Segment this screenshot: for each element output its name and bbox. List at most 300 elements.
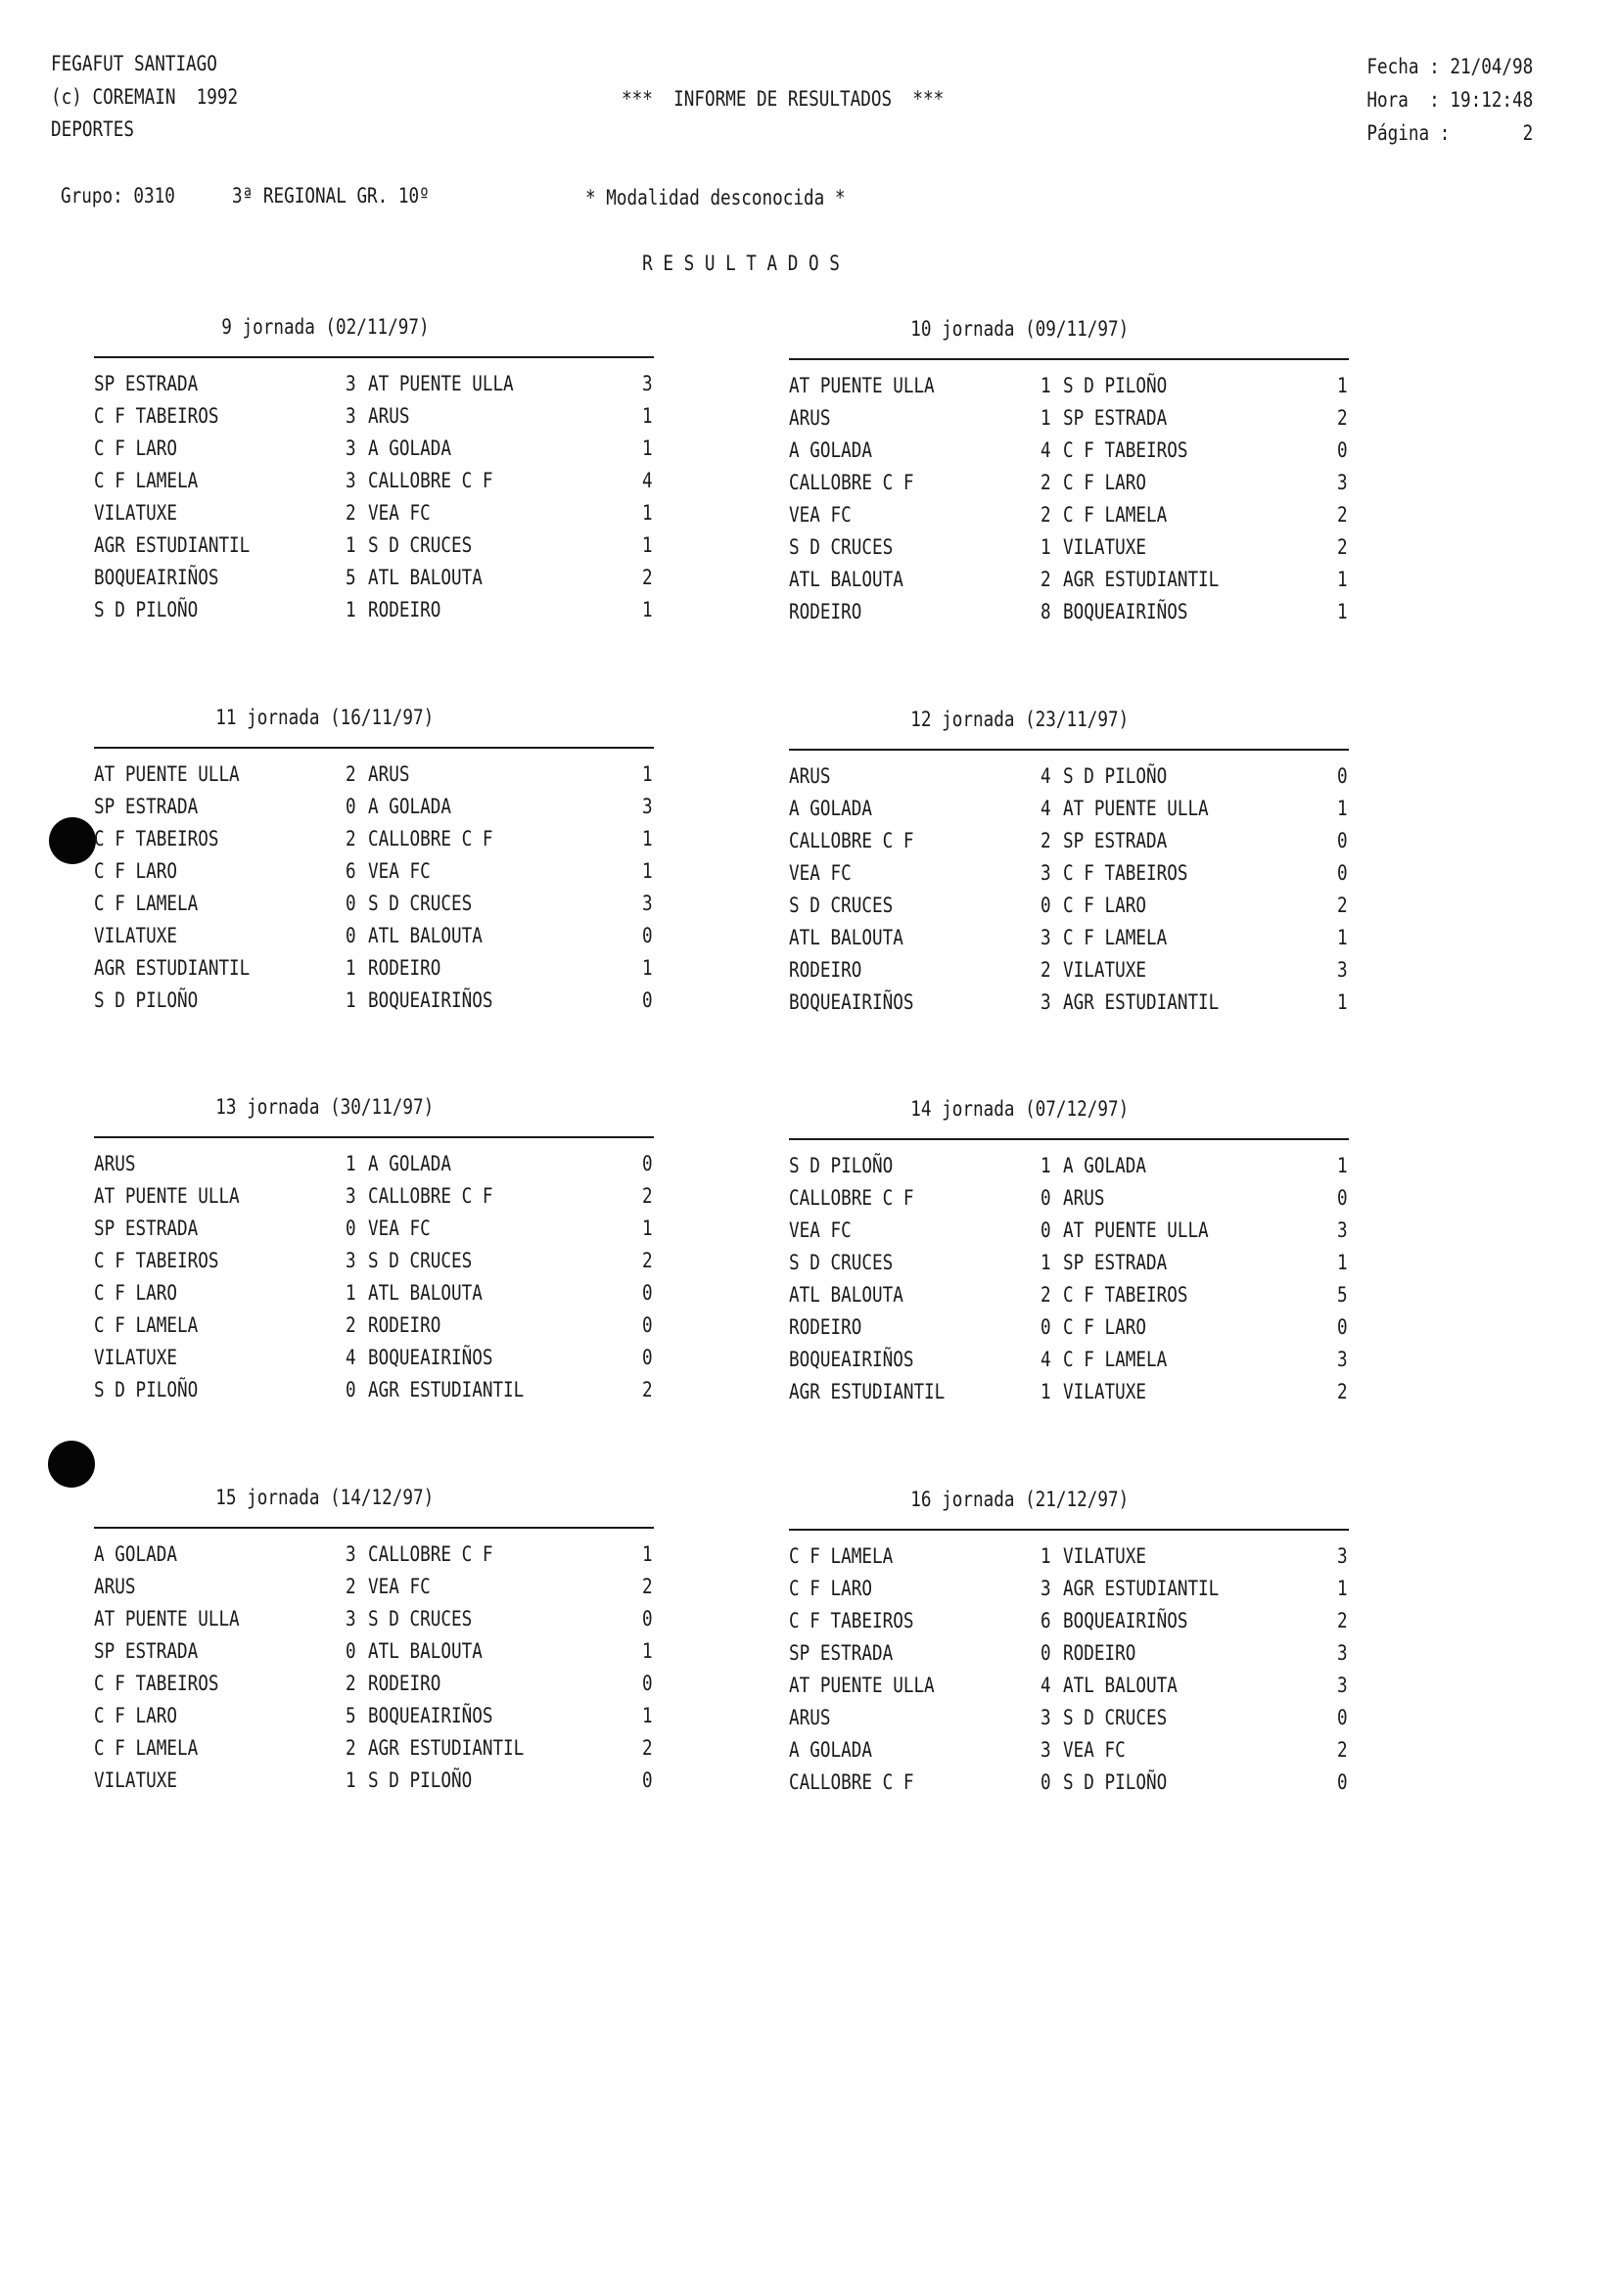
- match-row: [94, 535, 681, 568]
- match-row: [94, 1544, 681, 1577]
- away-team: BOQUEAIRIÑOS: [368, 988, 493, 1012]
- home-score: 3: [1041, 861, 1051, 885]
- jornada-title-text: 14 jornada (07/12/97): [910, 1097, 1130, 1121]
- jornada-title: [789, 1099, 1251, 1120]
- jornada-title: [94, 1097, 556, 1118]
- away-score: 0: [1337, 1706, 1348, 1729]
- away-team: RODEIRO: [368, 598, 441, 621]
- home-score: 3: [346, 372, 356, 395]
- away-team: SP ESTRADA: [1063, 829, 1168, 852]
- home-score: 1: [1041, 1251, 1051, 1274]
- match-list: [94, 1544, 681, 1803]
- away-score: 2: [1337, 1380, 1348, 1403]
- match-row: [789, 1676, 1376, 1708]
- match-row: [789, 1350, 1376, 1382]
- match-row: [789, 376, 1376, 408]
- home-score: 6: [346, 859, 356, 883]
- match-row: [789, 1285, 1376, 1317]
- away-team: ATL BALOUTA: [368, 924, 483, 947]
- punch-hole-lower: [48, 1441, 95, 1488]
- away-team: AGR ESTUDIANTIL: [1063, 568, 1220, 591]
- match-row: [94, 958, 681, 990]
- match-row: [789, 1643, 1376, 1676]
- modality-note: * Modalidad desconocida *: [585, 186, 846, 209]
- home-score: 3: [346, 469, 356, 492]
- home-team: C F LARO: [94, 436, 177, 460]
- away-score: 2: [1337, 535, 1348, 559]
- away-team: VILATUXE: [1063, 958, 1146, 982]
- home-team: C F LARO: [94, 1281, 177, 1305]
- home-score: 2: [346, 1575, 356, 1598]
- home-team: AT PUENTE ULLA: [94, 1184, 240, 1208]
- org-line-1: FEGAFUT SANTIAGO: [51, 52, 217, 75]
- home-score: 0: [346, 1639, 356, 1663]
- home-team: CALLOBRE C F: [789, 829, 914, 852]
- home-team: ARUS: [789, 764, 831, 788]
- away-score: 3: [1337, 958, 1348, 982]
- away-score: 1: [642, 762, 653, 786]
- home-score: 2: [1041, 568, 1051, 591]
- match-row: [94, 1738, 681, 1770]
- home-score: 3: [346, 1184, 356, 1208]
- home-team: S D CRUCES: [789, 535, 894, 559]
- away-score: 1: [1337, 1577, 1348, 1600]
- match-row: [789, 1253, 1376, 1285]
- away-team: S D CRUCES: [368, 533, 473, 557]
- away-team: C F LAMELA: [1063, 503, 1168, 527]
- home-score: 3: [1041, 990, 1051, 1014]
- jornada-title: [789, 1490, 1251, 1510]
- home-score: 2: [1041, 1283, 1051, 1307]
- home-score: 4: [346, 1346, 356, 1369]
- away-team: A GOLADA: [368, 795, 451, 818]
- home-team: C F LAMELA: [789, 1544, 894, 1568]
- home-team: SP ESTRADA: [94, 1217, 199, 1240]
- home-team: S D PILOÑO: [94, 988, 199, 1012]
- home-team: BOQUEAIRIÑOS: [94, 566, 219, 589]
- home-team: CALLOBRE C F: [789, 1186, 914, 1210]
- jornada-rule: [789, 1138, 1349, 1140]
- away-score: 3: [1337, 1218, 1348, 1242]
- home-score: 2: [1041, 471, 1051, 494]
- report-title: *** INFORME DE RESULTADOS ***: [622, 87, 945, 111]
- match-row: [94, 829, 681, 861]
- home-score: 2: [346, 1672, 356, 1695]
- away-team: A GOLADA: [368, 1152, 451, 1175]
- jornada-rule: [94, 1136, 654, 1138]
- away-score: 2: [642, 566, 653, 589]
- date-field: Fecha : 21/04/98: [1366, 55, 1533, 78]
- away-score: 2: [642, 1575, 653, 1598]
- match-row: [94, 1283, 681, 1315]
- away-score: 0: [1337, 1770, 1348, 1794]
- home-score: 1: [1041, 535, 1051, 559]
- away-score: 1: [642, 827, 653, 850]
- section-title: R E S U L T A D O S: [642, 252, 840, 275]
- home-score: 0: [346, 892, 356, 915]
- away-team: AGR ESTUDIANTIL: [368, 1736, 525, 1760]
- match-row: [789, 408, 1376, 440]
- match-row: [94, 1770, 681, 1803]
- home-team: AT PUENTE ULLA: [789, 1674, 935, 1697]
- home-team: RODEIRO: [789, 958, 862, 982]
- jornada-rule: [789, 749, 1349, 751]
- away-team: ATL BALOUTA: [1063, 1674, 1178, 1697]
- home-score: 4: [1041, 764, 1051, 788]
- away-score: 1: [642, 859, 653, 883]
- match-row: [789, 1382, 1376, 1414]
- home-team: SP ESTRADA: [789, 1641, 894, 1665]
- home-score: 1: [1041, 1154, 1051, 1177]
- home-team: C F TABEIROS: [789, 1609, 914, 1632]
- home-score: 3: [1041, 1706, 1051, 1729]
- away-score: 2: [642, 1736, 653, 1760]
- home-team: C F TABEIROS: [94, 1672, 219, 1695]
- away-team: C F TABEIROS: [1063, 861, 1188, 885]
- home-score: 2: [346, 501, 356, 525]
- time-field: Hora : 19:12:48: [1366, 88, 1533, 112]
- home-score: 0: [1041, 1641, 1051, 1665]
- home-score: 2: [346, 1736, 356, 1760]
- home-score: 3: [1041, 926, 1051, 949]
- home-team: C F LAMELA: [94, 892, 199, 915]
- away-team: RODEIRO: [368, 956, 441, 980]
- home-score: 1: [1041, 1544, 1051, 1568]
- away-score: 1: [642, 1217, 653, 1240]
- away-team: C F LARO: [1063, 1315, 1146, 1339]
- home-score: 2: [1041, 503, 1051, 527]
- away-team: C F TABEIROS: [1063, 1283, 1188, 1307]
- away-score: 0: [642, 1152, 653, 1175]
- group-code: Grupo: 0310: [61, 184, 175, 207]
- home-score: 0: [1041, 1186, 1051, 1210]
- home-team: AGR ESTUDIANTIL: [94, 533, 251, 557]
- match-row: [94, 1674, 681, 1706]
- home-team: VEA FC: [789, 861, 852, 885]
- match-row: [789, 1156, 1376, 1188]
- away-team: AT PUENTE ULLA: [368, 372, 514, 395]
- home-team: VEA FC: [789, 503, 852, 527]
- home-score: 3: [346, 1249, 356, 1272]
- away-score: 3: [1337, 1674, 1348, 1697]
- away-score: 4: [642, 469, 653, 492]
- away-team: AGR ESTUDIANTIL: [368, 1378, 525, 1401]
- match-row: [94, 406, 681, 438]
- home-team: AT PUENTE ULLA: [94, 762, 240, 786]
- org-line-2: (c) COREMAIN 1992: [51, 85, 239, 109]
- away-score: 0: [642, 1313, 653, 1337]
- match-row: [94, 894, 681, 926]
- match-row: [94, 438, 681, 471]
- home-team: C F TABEIROS: [94, 827, 219, 850]
- match-row: [789, 992, 1376, 1025]
- home-score: 1: [346, 1152, 356, 1175]
- away-team: RODEIRO: [368, 1672, 441, 1695]
- away-score: 1: [642, 501, 653, 525]
- match-row: [94, 600, 681, 632]
- home-team: RODEIRO: [789, 600, 862, 623]
- home-team: ARUS: [789, 406, 831, 430]
- home-team: BOQUEAIRIÑOS: [789, 1348, 914, 1371]
- away-team: ARUS: [368, 762, 410, 786]
- away-team: ARUS: [368, 404, 410, 428]
- away-score: 1: [1337, 600, 1348, 623]
- away-team: S D PILOÑO: [1063, 374, 1168, 397]
- home-team: C F LAMELA: [94, 1736, 199, 1760]
- jornada-title-text: 15 jornada (14/12/97): [215, 1486, 435, 1509]
- away-team: RODEIRO: [1063, 1641, 1136, 1665]
- jornada-title-text: 13 jornada (30/11/97): [215, 1095, 435, 1119]
- home-team: A GOLADA: [789, 797, 872, 820]
- away-score: 1: [1337, 1251, 1348, 1274]
- home-team: C F LARO: [789, 1577, 872, 1600]
- home-team: ARUS: [789, 1706, 831, 1729]
- away-team: AGR ESTUDIANTIL: [1063, 1577, 1220, 1600]
- away-score: 2: [1337, 406, 1348, 430]
- home-score: 1: [1041, 406, 1051, 430]
- match-row: [789, 1740, 1376, 1772]
- home-score: 4: [1041, 797, 1051, 820]
- home-score: 0: [1041, 1218, 1051, 1242]
- home-score: 1: [346, 598, 356, 621]
- home-team: C F LAMELA: [94, 1313, 199, 1337]
- home-team: AGR ESTUDIANTIL: [789, 1380, 946, 1403]
- home-team: SP ESTRADA: [94, 1639, 199, 1663]
- away-score: 1: [1337, 568, 1348, 591]
- home-team: AT PUENTE ULLA: [94, 1607, 240, 1630]
- home-team: SP ESTRADA: [94, 795, 199, 818]
- home-score: 8: [1041, 600, 1051, 623]
- match-row: [789, 863, 1376, 895]
- match-row: [789, 1317, 1376, 1350]
- home-team: AT PUENTE ULLA: [789, 374, 935, 397]
- page-number-field: Página : 2: [1366, 121, 1533, 145]
- away-team: BOQUEAIRIÑOS: [368, 1704, 493, 1727]
- away-team: CALLOBRE C F: [368, 1184, 493, 1208]
- home-score: 1: [346, 956, 356, 980]
- match-row: [94, 797, 681, 829]
- away-team: CALLOBRE C F: [368, 1542, 493, 1566]
- away-score: 1: [1337, 797, 1348, 820]
- home-team: A GOLADA: [94, 1542, 177, 1566]
- home-team: VILATUXE: [94, 501, 177, 525]
- away-team: S D CRUCES: [1063, 1706, 1168, 1729]
- match-row: [94, 764, 681, 797]
- home-score: 3: [346, 404, 356, 428]
- match-list: [94, 374, 681, 632]
- away-score: 3: [642, 372, 653, 395]
- home-team: ATL BALOUTA: [789, 568, 903, 591]
- away-score: 0: [642, 988, 653, 1012]
- home-score: 1: [1041, 1380, 1051, 1403]
- away-team: S D PILOÑO: [1063, 764, 1168, 788]
- away-team: CALLOBRE C F: [368, 469, 493, 492]
- match-row: [94, 861, 681, 894]
- away-team: VEA FC: [368, 501, 431, 525]
- away-score: 2: [642, 1378, 653, 1401]
- match-row: [789, 602, 1376, 634]
- match-row: [789, 1220, 1376, 1253]
- home-team: C F LARO: [94, 859, 177, 883]
- jornada-title-text: 10 jornada (09/11/97): [910, 317, 1130, 341]
- away-team: AT PUENTE ULLA: [1063, 797, 1209, 820]
- away-score: 1: [1337, 1154, 1348, 1177]
- away-team: ATL BALOUTA: [368, 1639, 483, 1663]
- away-team: AGR ESTUDIANTIL: [1063, 990, 1220, 1014]
- away-team: C F LARO: [1063, 471, 1146, 494]
- match-row: [94, 471, 681, 503]
- away-team: C F LARO: [1063, 894, 1146, 917]
- away-score: 5: [1337, 1283, 1348, 1307]
- home-team: C F TABEIROS: [94, 404, 219, 428]
- org-line-3: DEPORTES: [51, 117, 134, 141]
- home-team: CALLOBRE C F: [789, 471, 914, 494]
- match-row: [94, 1348, 681, 1380]
- home-team: S D PILOÑO: [94, 598, 199, 621]
- away-score: 2: [1337, 503, 1348, 527]
- match-row: [94, 1218, 681, 1251]
- away-team: S D CRUCES: [368, 1249, 473, 1272]
- away-team: VILATUXE: [1063, 1544, 1146, 1568]
- jornada-title-text: 12 jornada (23/11/97): [910, 708, 1130, 731]
- match-row: [94, 1154, 681, 1186]
- jornada-title: [789, 710, 1251, 730]
- away-score: 2: [1337, 1738, 1348, 1762]
- away-score: 2: [642, 1184, 653, 1208]
- match-row: [94, 1609, 681, 1641]
- match-row: [94, 926, 681, 958]
- match-row: [789, 1579, 1376, 1611]
- home-score: 3: [346, 1607, 356, 1630]
- jornada-title: [94, 317, 556, 338]
- away-team: SP ESTRADA: [1063, 406, 1168, 430]
- home-team: S D CRUCES: [789, 1251, 894, 1274]
- home-score: 3: [1041, 1577, 1051, 1600]
- away-score: 1: [642, 598, 653, 621]
- away-score: 0: [1337, 764, 1348, 788]
- away-score: 0: [642, 1768, 653, 1792]
- match-row: [789, 1611, 1376, 1643]
- home-score: 2: [346, 1313, 356, 1337]
- away-score: 0: [1337, 1186, 1348, 1210]
- away-score: 1: [642, 956, 653, 980]
- match-row: [789, 505, 1376, 537]
- home-score: 4: [1041, 438, 1051, 462]
- home-team: ATL BALOUTA: [789, 926, 903, 949]
- away-score: 1: [642, 436, 653, 460]
- match-row: [789, 960, 1376, 992]
- away-score: 1: [642, 1542, 653, 1566]
- away-team: S D PILOÑO: [368, 1768, 473, 1792]
- away-team: BOQUEAIRIÑOS: [368, 1346, 493, 1369]
- match-row: [789, 895, 1376, 928]
- away-score: 1: [642, 1704, 653, 1727]
- away-score: 0: [1337, 438, 1348, 462]
- away-team: ATL BALOUTA: [368, 1281, 483, 1305]
- home-score: 2: [346, 827, 356, 850]
- match-row: [94, 1577, 681, 1609]
- home-score: 2: [346, 762, 356, 786]
- away-score: 2: [1337, 894, 1348, 917]
- match-list: [789, 1156, 1376, 1414]
- home-team: ATL BALOUTA: [789, 1283, 903, 1307]
- jornada-rule: [789, 358, 1349, 360]
- away-team: VEA FC: [368, 1217, 431, 1240]
- match-row: [789, 1546, 1376, 1579]
- home-score: 3: [346, 436, 356, 460]
- home-score: 0: [1041, 1770, 1051, 1794]
- jornada-title: [789, 319, 1251, 340]
- home-score: 1: [346, 988, 356, 1012]
- match-row: [789, 1708, 1376, 1740]
- away-score: 0: [1337, 861, 1348, 885]
- match-list: [94, 764, 681, 1023]
- away-team: C F LAMELA: [1063, 1348, 1168, 1371]
- away-team: CALLOBRE C F: [368, 827, 493, 850]
- away-score: 3: [1337, 1348, 1348, 1371]
- home-score: 0: [346, 1217, 356, 1240]
- match-row: [789, 1188, 1376, 1220]
- home-team: S D CRUCES: [789, 894, 894, 917]
- home-score: 3: [346, 1542, 356, 1566]
- home-score: 0: [346, 924, 356, 947]
- home-team: ARUS: [94, 1152, 136, 1175]
- home-team: AGR ESTUDIANTIL: [94, 956, 251, 980]
- match-row: [94, 1706, 681, 1738]
- match-list: [94, 1154, 681, 1412]
- jornada-rule: [789, 1529, 1349, 1531]
- home-score: 6: [1041, 1609, 1051, 1632]
- away-team: AT PUENTE ULLA: [1063, 1218, 1209, 1242]
- away-team: SP ESTRADA: [1063, 1251, 1168, 1274]
- home-score: 1: [346, 533, 356, 557]
- jornada-rule: [94, 747, 654, 749]
- match-list: [789, 376, 1376, 634]
- jornada-title-text: 16 jornada (21/12/97): [910, 1488, 1130, 1511]
- away-score: 2: [642, 1249, 653, 1272]
- away-score: 1: [642, 533, 653, 557]
- jornada-rule: [94, 1527, 654, 1529]
- away-team: RODEIRO: [368, 1313, 441, 1337]
- away-score: 2: [1337, 1609, 1348, 1632]
- home-team: A GOLADA: [789, 1738, 872, 1762]
- jornada-title-text: 9 jornada (02/11/97): [220, 315, 430, 339]
- away-team: S D CRUCES: [368, 892, 473, 915]
- away-score: 1: [642, 1639, 653, 1663]
- home-score: 0: [1041, 1315, 1051, 1339]
- home-score: 3: [1041, 1738, 1051, 1762]
- match-row: [94, 1315, 681, 1348]
- match-row: [789, 928, 1376, 960]
- away-team: BOQUEAIRIÑOS: [1063, 1609, 1188, 1632]
- away-score: 0: [642, 1281, 653, 1305]
- away-team: S D CRUCES: [368, 1607, 473, 1630]
- home-score: 1: [346, 1768, 356, 1792]
- home-score: 0: [346, 795, 356, 818]
- match-row: [789, 766, 1376, 799]
- away-team: A GOLADA: [368, 436, 451, 460]
- division-name: 3ª REGIONAL GR. 10º: [232, 184, 430, 207]
- away-score: 3: [642, 892, 653, 915]
- away-score: 1: [1337, 926, 1348, 949]
- match-list: [789, 766, 1376, 1025]
- away-score: 0: [642, 1607, 653, 1630]
- jornada-title: [94, 1488, 556, 1508]
- away-score: 1: [1337, 374, 1348, 397]
- match-list: [789, 1546, 1376, 1805]
- home-team: CALLOBRE C F: [789, 1770, 914, 1794]
- away-team: VILATUXE: [1063, 535, 1146, 559]
